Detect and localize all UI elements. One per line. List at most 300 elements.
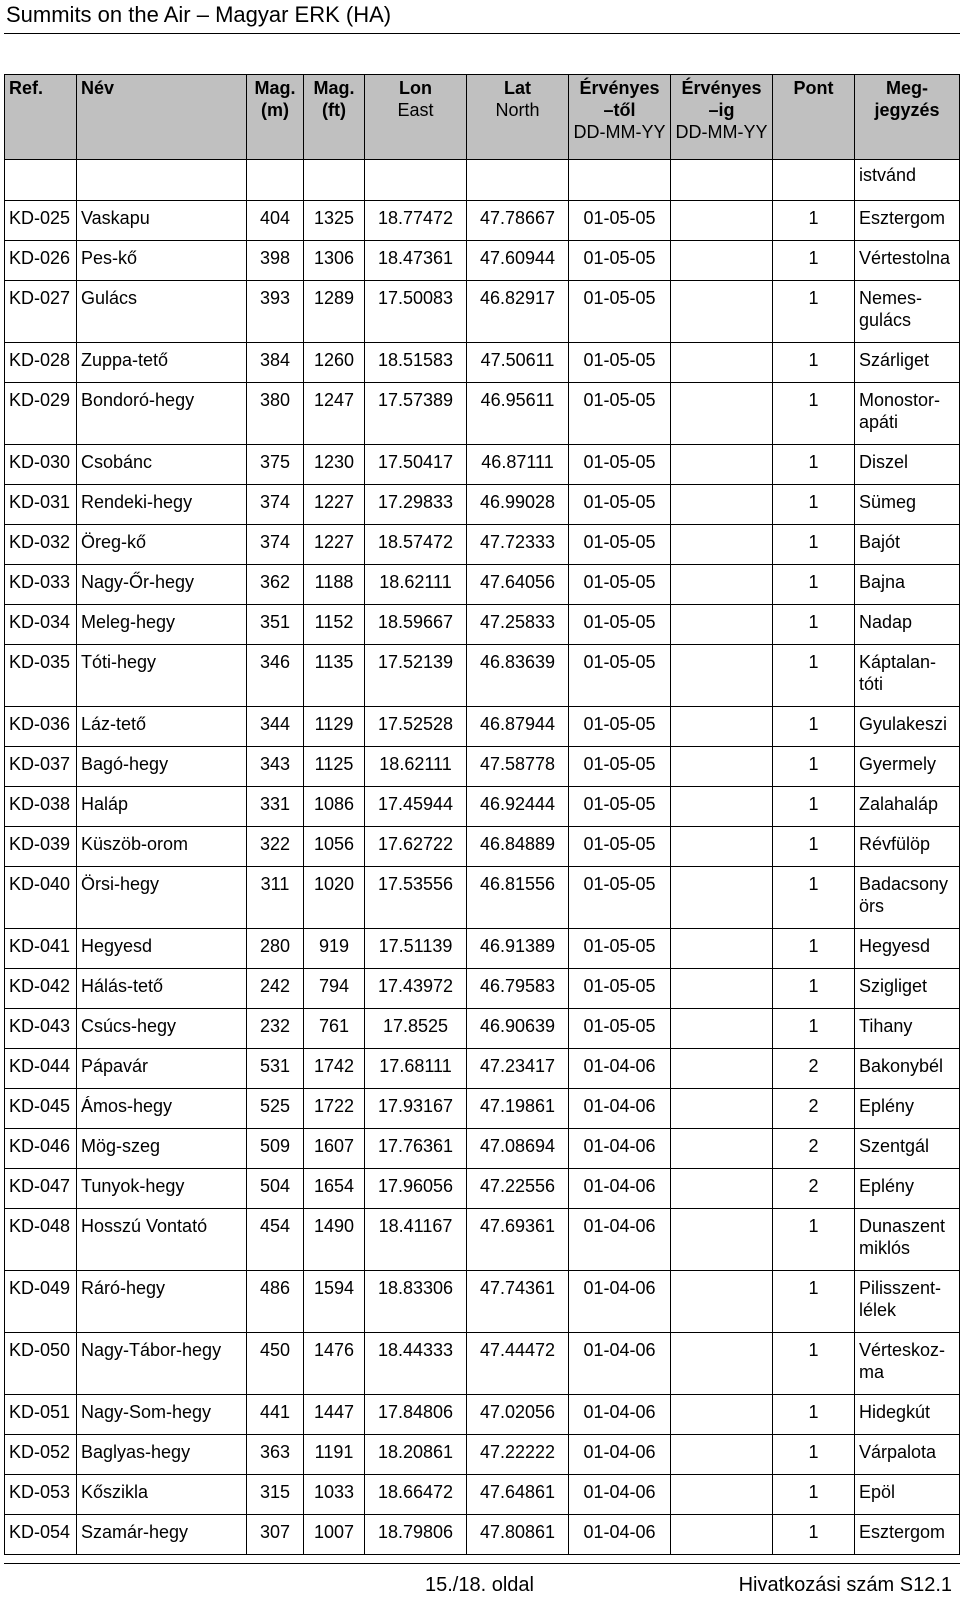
cell-name: Pes-kő	[77, 241, 247, 281]
cell-points: 1	[773, 1009, 855, 1049]
cell-name: Baglyas-hegy	[77, 1435, 247, 1475]
cell-valid-from: 01-05-05	[569, 929, 671, 969]
cell-lon: 18.77472	[365, 201, 467, 241]
cell-lat: 46.79583	[467, 969, 569, 1009]
cell-valid-from: 01-05-05	[569, 605, 671, 645]
cell-ref: KD-038	[5, 787, 77, 827]
cell-valid-to	[671, 241, 773, 281]
cell-height-ft: 1247	[304, 383, 365, 445]
cell-points: 1	[773, 1475, 855, 1515]
cell-valid-from: 01-05-05	[569, 281, 671, 343]
cell-height-ft: 794	[304, 969, 365, 1009]
cell-valid-to	[671, 1515, 773, 1555]
cell-lat: 47.72333	[467, 525, 569, 565]
cell-name: Kőszikla	[77, 1475, 247, 1515]
cell-height-ft: 1020	[304, 867, 365, 929]
cell-height-m: 232	[247, 1009, 304, 1049]
table-row	[5, 707, 960, 747]
cell-notes: Hegyesd	[855, 929, 960, 969]
cell-height-ft: 1476	[304, 1333, 365, 1395]
cell-name: Hosszú Vontató	[77, 1209, 247, 1271]
cell-points: 1	[773, 867, 855, 929]
cell-valid-to	[671, 1169, 773, 1209]
cell-valid-to	[671, 1475, 773, 1515]
cell-notes: Várpalota	[855, 1435, 960, 1475]
cell-ref: KD-046	[5, 1129, 77, 1169]
cell-name: Hálás-tető	[77, 969, 247, 1009]
cell-height-ft: 1447	[304, 1395, 365, 1435]
cell-notes: Diszel	[855, 445, 960, 485]
cell-ref: KD-037	[5, 747, 77, 787]
cell-valid-from: 01-05-05	[569, 645, 671, 707]
cell-ref: KD-032	[5, 525, 77, 565]
cell-name: Nagy-Tábor-hegy	[77, 1333, 247, 1395]
cell-valid-from: 01-05-05	[569, 867, 671, 929]
cell-height-ft: 1722	[304, 1089, 365, 1129]
cell-valid-from: 01-05-05	[569, 485, 671, 525]
page-number: 15./18. oldal	[425, 1574, 534, 1596]
cell-ref: KD-028	[5, 343, 77, 383]
cell-name: Hegyesd	[77, 929, 247, 969]
cell-name: Bondoró-hegy	[77, 383, 247, 445]
cell-height-m: 362	[247, 565, 304, 605]
cell-valid-to	[671, 1435, 773, 1475]
cell-ref: KD-036	[5, 707, 77, 747]
cell-points: 1	[773, 1271, 855, 1333]
cell-lon: 18.20861	[365, 1435, 467, 1475]
cell-ref: KD-053	[5, 1475, 77, 1515]
cell-points: 1	[773, 525, 855, 565]
table-row	[5, 1169, 960, 1209]
cell-notes: Nadap	[855, 605, 960, 645]
cell-lon: 17.50417	[365, 445, 467, 485]
cell-valid-to	[671, 1009, 773, 1049]
table-body	[5, 160, 960, 1555]
table-row	[5, 383, 960, 445]
cell-height-ft: 1230	[304, 445, 365, 485]
cell-ref: KD-043	[5, 1009, 77, 1049]
table-row	[5, 343, 960, 383]
cell-lat: 47.22222	[467, 1435, 569, 1475]
table-row	[5, 485, 960, 525]
cell-notes: Dunaszent miklós	[855, 1209, 960, 1271]
cell-lat: 46.99028	[467, 485, 569, 525]
cell-ref: KD-033	[5, 565, 77, 605]
table-row	[5, 1435, 960, 1475]
cell-notes: Gyermely	[855, 747, 960, 787]
cell-ref: KD-041	[5, 929, 77, 969]
summits-table	[4, 74, 960, 1555]
cell-valid-to	[671, 1129, 773, 1169]
cell-height-ft: 761	[304, 1009, 365, 1049]
cell-notes: Sümeg	[855, 485, 960, 525]
cell-points: 1	[773, 241, 855, 281]
cell-name: Csobánc	[77, 445, 247, 485]
cell-valid-from: 01-05-05	[569, 383, 671, 445]
cell-lat: 47.60944	[467, 241, 569, 281]
cell-height-m: 404	[247, 201, 304, 241]
cell-height-m: 525	[247, 1089, 304, 1129]
cell-height-m: 374	[247, 525, 304, 565]
cell-height-ft: 1742	[304, 1049, 365, 1089]
cell-height-m: 531	[247, 1049, 304, 1089]
table-row	[5, 605, 960, 645]
cell-lat: 47.25833	[467, 605, 569, 645]
cell-lat: 47.22556	[467, 1169, 569, 1209]
cell-valid-from: 01-04-06	[569, 1435, 671, 1475]
cell-name: Haláp	[77, 787, 247, 827]
col-header-valid-from: Érvényes –től DD-MM-YY	[569, 75, 671, 160]
table-row	[5, 645, 960, 707]
cell-height-m: 331	[247, 787, 304, 827]
cell-points: 1	[773, 1515, 855, 1555]
cell-points: 2	[773, 1129, 855, 1169]
cell-lon: 18.41167	[365, 1209, 467, 1271]
cell-valid-to	[671, 969, 773, 1009]
cell-height-m: 351	[247, 605, 304, 645]
cell-lon: 17.96056	[365, 1169, 467, 1209]
cell-lon: 17.84806	[365, 1395, 467, 1435]
cell-valid-to	[671, 827, 773, 867]
cell-notes: Nemes- gulács	[855, 281, 960, 343]
cell-valid-from: 01-04-06	[569, 1271, 671, 1333]
cell-lat: 47.80861	[467, 1515, 569, 1555]
cell-lat: 47.23417	[467, 1049, 569, 1089]
cell-height-ft: 1607	[304, 1129, 365, 1169]
table-row	[5, 1515, 960, 1555]
cell-notes: Zalahaláp	[855, 787, 960, 827]
reference-number: Hivatkozási szám S12.1	[738, 1574, 952, 1596]
table-row	[5, 1009, 960, 1049]
cell-valid-from: 01-04-06	[569, 1395, 671, 1435]
cell-ref: KD-044	[5, 1049, 77, 1089]
cell-lon: 18.44333	[365, 1333, 467, 1395]
cell-notes: Vérteskoz- ma	[855, 1333, 960, 1395]
cell-ref: KD-042	[5, 969, 77, 1009]
cell-points: 1	[773, 747, 855, 787]
cell-lon: 17.45944	[365, 787, 467, 827]
cell-points: 1	[773, 707, 855, 747]
table-row	[5, 1475, 960, 1515]
cell-height-ft: 1490	[304, 1209, 365, 1271]
cell-valid-from: 01-05-05	[569, 445, 671, 485]
col-header-ref: Ref.	[5, 75, 77, 160]
col-header-points: Pont	[773, 75, 855, 160]
col-header-name: Név	[77, 75, 247, 160]
cell-notes: Hidegkút	[855, 1395, 960, 1435]
cell-points: 1	[773, 485, 855, 525]
cell-valid-to	[671, 201, 773, 241]
cell-height-m: 504	[247, 1169, 304, 1209]
cell-valid-from: 01-05-05	[569, 969, 671, 1009]
cell-ref: KD-035	[5, 645, 77, 707]
cell-notes: Tihany	[855, 1009, 960, 1049]
cell-name: Örsi-hegy	[77, 867, 247, 929]
cell-notes: Pilisszent- lélek	[855, 1271, 960, 1333]
table-row	[5, 1129, 960, 1169]
cell-valid-from: 01-04-06	[569, 1209, 671, 1271]
cell-notes: Monostor- apáti	[855, 383, 960, 445]
cell-valid-to	[671, 445, 773, 485]
cell-valid-from: 01-04-06	[569, 1049, 671, 1089]
cell-valid-from: 01-05-05	[569, 827, 671, 867]
col-header-lat: Lat North	[467, 75, 569, 160]
cell-valid-from: 01-05-05	[569, 241, 671, 281]
cell-height-m: 344	[247, 707, 304, 747]
cell-valid-to	[671, 787, 773, 827]
cell-lon: 17.62722	[365, 827, 467, 867]
table-row-continued	[5, 160, 960, 201]
cell-lat: 46.91389	[467, 929, 569, 969]
cell-name: Küszöb-orom	[77, 827, 247, 867]
cell-name: Tóti-hegy	[77, 645, 247, 707]
cell-height-m: 346	[247, 645, 304, 707]
cell-ref: KD-026	[5, 241, 77, 281]
cell-name: Öreg-kő	[77, 525, 247, 565]
cell-lat: 46.81556	[467, 867, 569, 929]
cell-valid-from: 01-05-05	[569, 201, 671, 241]
cell-ref: KD-054	[5, 1515, 77, 1555]
cell-height-ft: 1594	[304, 1271, 365, 1333]
cell-height-m: 454	[247, 1209, 304, 1271]
col-header-height-ft: Mag. (ft)	[304, 75, 365, 160]
cell-lat: 46.87111	[467, 445, 569, 485]
cell-ref: KD-048	[5, 1209, 77, 1271]
cell-lon: 18.83306	[365, 1271, 467, 1333]
cell-notes: Gyulakeszi	[855, 707, 960, 747]
cell-height-m: 398	[247, 241, 304, 281]
cell-notes: Epöl	[855, 1475, 960, 1515]
table-row	[5, 201, 960, 241]
cell-notes: Bakonybél	[855, 1049, 960, 1089]
cell-height-m: 307	[247, 1515, 304, 1555]
cell-height-ft: 1289	[304, 281, 365, 343]
cell-lat: 47.78667	[467, 201, 569, 241]
cell-lat: 47.50611	[467, 343, 569, 383]
cell-valid-to	[671, 1333, 773, 1395]
cell-name: Vaskapu	[77, 201, 247, 241]
cell-name: Tunyok-hegy	[77, 1169, 247, 1209]
cell-lat: 47.64861	[467, 1475, 569, 1515]
table-row	[5, 747, 960, 787]
cell-notes: Esztergom	[855, 1515, 960, 1555]
cell-name: Bagó-hegy	[77, 747, 247, 787]
cell-ref: KD-049	[5, 1271, 77, 1333]
cell-ref: KD-051	[5, 1395, 77, 1435]
cell-ref: KD-040	[5, 867, 77, 929]
cell-notes: Révfülöp	[855, 827, 960, 867]
cell-valid-from: 01-04-06	[569, 1169, 671, 1209]
cell-lon: 17.52139	[365, 645, 467, 707]
cell-name: Szamár-hegy	[77, 1515, 247, 1555]
cell-name: Pápavár	[77, 1049, 247, 1089]
cell-valid-to	[671, 605, 773, 645]
cell-valid-from: 01-05-05	[569, 787, 671, 827]
cell-lat: 46.82917	[467, 281, 569, 343]
cell-points: 1	[773, 281, 855, 343]
cell-notes: Badacsony örs	[855, 867, 960, 929]
cell-points: 2	[773, 1089, 855, 1129]
cell-lat: 46.83639	[467, 645, 569, 707]
cell-notes: Szentgál	[855, 1129, 960, 1169]
cell-lat: 47.69361	[467, 1209, 569, 1271]
cell-notes: Eplény	[855, 1089, 960, 1129]
cell-valid-to	[671, 565, 773, 605]
cell-height-m: 315	[247, 1475, 304, 1515]
cell-height-m: 374	[247, 485, 304, 525]
cell-lat: 46.90639	[467, 1009, 569, 1049]
cell-valid-to	[671, 281, 773, 343]
cell-lon: 17.51139	[365, 929, 467, 969]
cell-name: Gulács	[77, 281, 247, 343]
col-header-height-m: Mag. (m)	[247, 75, 304, 160]
cell-points: 1	[773, 969, 855, 1009]
cell-lat: 47.02056	[467, 1395, 569, 1435]
cell-name: Nagy-Őr-hegy	[77, 565, 247, 605]
cell-notes: Szigliget	[855, 969, 960, 1009]
table-row	[5, 1271, 960, 1333]
cell-notes: Vértestolna	[855, 241, 960, 281]
cell-valid-to	[671, 525, 773, 565]
cell-points: 1	[773, 645, 855, 707]
cell-height-m: 384	[247, 343, 304, 383]
cell-valid-to	[671, 1271, 773, 1333]
cell-height-ft: 919	[304, 929, 365, 969]
cell-points: 2	[773, 1169, 855, 1209]
cell-points: 1	[773, 1333, 855, 1395]
cell-valid-to	[671, 1395, 773, 1435]
cell-height-ft: 1007	[304, 1515, 365, 1555]
cell-lat: 47.19861	[467, 1089, 569, 1129]
cell-points: 1	[773, 787, 855, 827]
cell-name: Meleg-hegy	[77, 605, 247, 645]
cell-lat: 46.84889	[467, 827, 569, 867]
cell-points: 1	[773, 445, 855, 485]
cell-ref: KD-029	[5, 383, 77, 445]
cell-lon: 18.62111	[365, 565, 467, 605]
cell-height-ft: 1086	[304, 787, 365, 827]
table-row	[5, 787, 960, 827]
table-row	[5, 827, 960, 867]
cell-valid-from: 01-04-06	[569, 1515, 671, 1555]
cell-lat: 47.08694	[467, 1129, 569, 1169]
cell-lon: 18.47361	[365, 241, 467, 281]
cell-points: 2	[773, 1049, 855, 1089]
table-row	[5, 445, 960, 485]
cell-height-m: 450	[247, 1333, 304, 1395]
cell-points: 1	[773, 1395, 855, 1435]
cell-ref: KD-027	[5, 281, 77, 343]
cell-lon: 17.76361	[365, 1129, 467, 1169]
cell-height-ft: 1129	[304, 707, 365, 747]
cell-valid-from: 01-04-06	[569, 1129, 671, 1169]
cell-height-m: 311	[247, 867, 304, 929]
cell-height-m: 380	[247, 383, 304, 445]
cell-ref: KD-034	[5, 605, 77, 645]
cell-notes: Eplény	[855, 1169, 960, 1209]
cell-valid-to	[671, 383, 773, 445]
table-row	[5, 1089, 960, 1129]
cell-lon: 18.57472	[365, 525, 467, 565]
cell-valid-from: 01-05-05	[569, 525, 671, 565]
cell-lat: 47.74361	[467, 1271, 569, 1333]
table-row	[5, 929, 960, 969]
table-row	[5, 525, 960, 565]
cell-height-ft: 1227	[304, 525, 365, 565]
cell-height-m: 322	[247, 827, 304, 867]
table-row	[5, 1209, 960, 1271]
cell-lat: 47.58778	[467, 747, 569, 787]
cell-lon: 17.68111	[365, 1049, 467, 1089]
col-header-valid-to: Érvényes –ig DD-MM-YY	[671, 75, 773, 160]
cell-lon: 18.62111	[365, 747, 467, 787]
cell-height-m: 343	[247, 747, 304, 787]
cell-lat: 47.64056	[467, 565, 569, 605]
cell-valid-to	[671, 867, 773, 929]
cell-name: Csúcs-hegy	[77, 1009, 247, 1049]
cell-lon: 17.50083	[365, 281, 467, 343]
cell-height-ft: 1125	[304, 747, 365, 787]
cell-notes: Káptalan- tóti	[855, 645, 960, 707]
table-row	[5, 1395, 960, 1435]
cell-height-ft: 1260	[304, 343, 365, 383]
cell-points: 1	[773, 343, 855, 383]
cell-ref: KD-030	[5, 445, 77, 485]
cell-lat: 47.44472	[467, 1333, 569, 1395]
title-divider	[4, 33, 960, 34]
cell-height-m: 363	[247, 1435, 304, 1475]
cell-valid-to	[671, 645, 773, 707]
cell-valid-to	[671, 929, 773, 969]
cell-height-m: 486	[247, 1271, 304, 1333]
cell-points: 1	[773, 201, 855, 241]
cell-notes: Esztergom	[855, 201, 960, 241]
cell-lon: 18.79806	[365, 1515, 467, 1555]
cell-valid-to	[671, 707, 773, 747]
cell-height-ft: 1056	[304, 827, 365, 867]
cell-lat: 46.92444	[467, 787, 569, 827]
cell-ref: KD-047	[5, 1169, 77, 1209]
cell-name: Zuppa-tető	[77, 343, 247, 383]
document-title: Summits on the Air – Magyar ERK (HA)	[6, 2, 392, 27]
cell-lat: 46.95611	[467, 383, 569, 445]
cell-height-ft: 1188	[304, 565, 365, 605]
cell-name: Nagy-Som-hegy	[77, 1395, 247, 1435]
cell-valid-to	[671, 1089, 773, 1129]
cell-lon: 18.66472	[365, 1475, 467, 1515]
cell-height-ft: 1227	[304, 485, 365, 525]
cell-points: 1	[773, 383, 855, 445]
table-row	[5, 241, 960, 281]
cell-valid-to	[671, 1209, 773, 1271]
cell-valid-from: 01-04-06	[569, 1333, 671, 1395]
table-row	[5, 281, 960, 343]
cell-lon: 17.43972	[365, 969, 467, 1009]
cell-height-ft: 1191	[304, 1435, 365, 1475]
cell-lon: 17.8525	[365, 1009, 467, 1049]
table-row	[5, 1049, 960, 1089]
cell-ref: KD-050	[5, 1333, 77, 1395]
cell-ref: KD-031	[5, 485, 77, 525]
cell-lon: 17.57389	[365, 383, 467, 445]
cell-points: 1	[773, 605, 855, 645]
cell-ref: KD-052	[5, 1435, 77, 1475]
footer-divider	[4, 1563, 960, 1564]
cell-points: 1	[773, 565, 855, 605]
cell-lon: 18.51583	[365, 343, 467, 383]
cell-height-m: 509	[247, 1129, 304, 1169]
cell-height-m: 242	[247, 969, 304, 1009]
